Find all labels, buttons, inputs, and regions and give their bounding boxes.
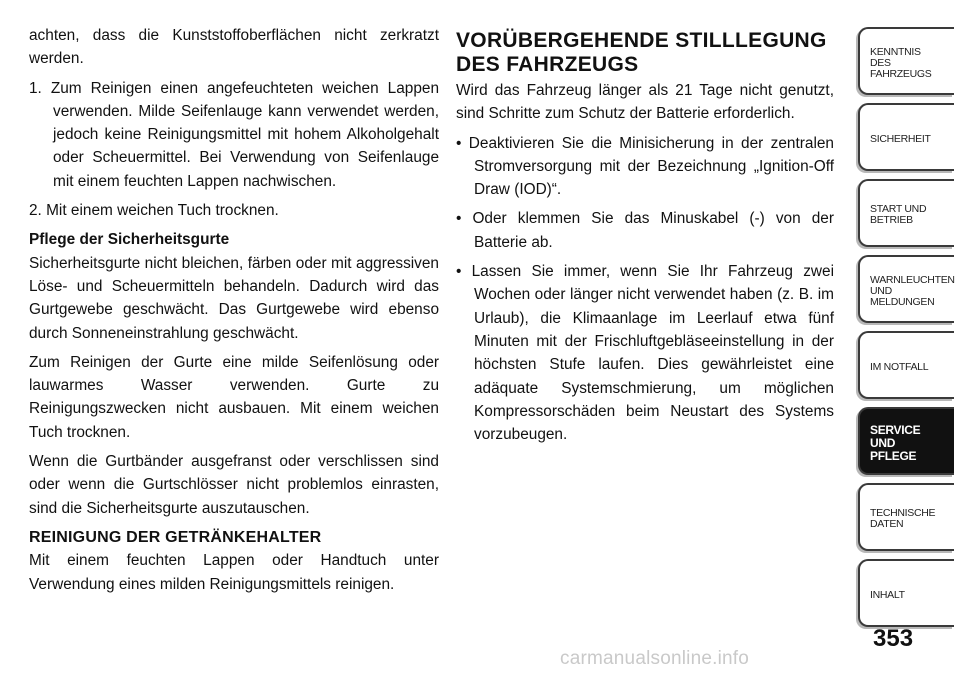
belts-paragraph-1: Sicherheitsgurte nicht bleichen, färben oder mit aggressiven Löse- und Scheuermitteln behandeln. Dadurch wird das Gurtgewebe geschwächt. Das Gurtgewebe wird ebenso durch Sonneneinstrahlung geschwächt. xyxy=(29,254,439,342)
belts-heading: Pflege der Sicherheitsgurte xyxy=(29,231,230,249)
tab-im-notfall[interactable]: IM NOTFALL xyxy=(858,331,954,399)
tab-service-und-pflege[interactable]: SERVICE UND PFLEGE xyxy=(858,407,954,475)
watermark: carmanualsonline.info xyxy=(560,648,750,669)
chapter-tabs xyxy=(858,27,954,635)
belts-paragraph-2: Zum Reinigen der Gurte eine milde Seifenlösung oder lauwarmes Wasser verwenden. Gurte zu Reinigungszwecken nicht ausbauen. Mit einem weichen Tuch trocknen. xyxy=(29,353,439,441)
tab-inhalt[interactable]: INHALT xyxy=(858,559,954,627)
tab-start-und-betrieb[interactable]: START UND BETRIEB xyxy=(858,179,954,247)
bullet-item: • Lassen Sie immer, wenn Sie Ihr Fahrzeug zwei Wochen oder länger nicht verwendet haben (z. B. im Urlaub), die Klimaanlage im Leerlauf etwa fünf Minuten mit der Frischluftgebläseeinstellung in der höchsten Stufe laufen. Dies gewährleistet eine adäquate Systemschmierung, um möglichen Kompressorschäden beim Neustart des Systems vorzubeugen. xyxy=(456,263,834,444)
section-title: VORÜBERGEHENDE STILLLEGUNG DES FAHRZEUGS xyxy=(456,29,827,76)
step-2: 2. Mit einem weichen Tuch trocknen. xyxy=(29,202,279,220)
storage-intro: Wird das Fahrzeug länger als 21 Tage nicht genutzt, sind Schritte zum Schutz der Batterie erforderlich. xyxy=(456,82,834,123)
tab-kenntnis[interactable]: KENNTNIS DES FAHRZEUGS xyxy=(858,27,954,95)
tab-sicherheit[interactable]: SICHERHEIT xyxy=(858,103,954,171)
cupholder-heading: REINIGUNG DER GETRÄNKEHALTER xyxy=(29,528,322,546)
page-number: 353 xyxy=(873,625,914,652)
tab-technische-daten[interactable]: TECHNISCHE DATEN xyxy=(858,483,954,551)
left-column xyxy=(29,24,439,602)
step-1: 1. Zum Reinigen einen angefeuchteten weichen Lappen verwenden. Milde Seifenlauge kann verwendet werden, jedoch keine Reinigungsmittel mit hohem Alkoholgehalt oder Scheuermittel. Bei Verwendung von Seifenlauge mit einem feuchten Lappen nachwischen. xyxy=(29,79,439,190)
tab-warnleuchten[interactable]: WARNLEUCHTEN UND MELDUNGEN xyxy=(858,255,954,323)
bullet-item: • Oder klemmen Sie das Minuskabel (-) von der Batterie ab. xyxy=(456,210,834,251)
bullet-item: • Deaktivieren Sie die Minisicherung in der zentralen Stromversorgung mit der Bezeichnung „Ignition-Off Draw (IOD)“. xyxy=(456,134,834,199)
intro-text: achten, dass die Kunststoffoberflächen nicht zerkratzt werden. xyxy=(29,27,439,68)
belts-paragraph-3: Wenn die Gurtbänder ausgefranst oder verschlissen sind oder wenn die Gurtschlösser nicht problemlos einrasten, sind die Sicherheitsgurte auszutauschen. xyxy=(29,453,439,517)
cupholder-text: Mit einem feuchten Lappen oder Handtuch unter Verwendung eines milden Reinigungsmittels reinigen. xyxy=(29,552,439,593)
right-column xyxy=(456,24,834,452)
